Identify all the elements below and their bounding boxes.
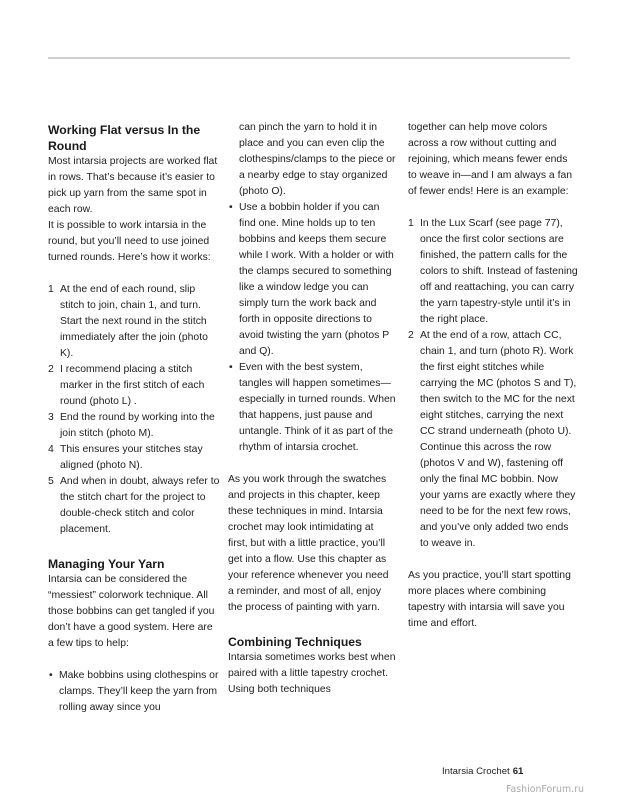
heading-combining-techniques: Combining Techniques	[228, 635, 362, 649]
list-number: 2	[48, 364, 54, 375]
list-item	[48, 282, 220, 362]
list-item	[228, 200, 396, 360]
list-item-text: At the end of each round, slip stitch to join, chain 1, and turn. Start the next round in the stitch immediately after the join (photo K).	[60, 284, 208, 359]
page-footer	[442, 766, 523, 777]
list-number: 4	[48, 444, 54, 455]
list-item	[48, 474, 220, 538]
heading-managing-yarn: Managing Your Yarn	[48, 557, 165, 571]
bullet-dot-icon: •	[229, 362, 233, 373]
list-item-text: In the Lux Scarf (see page 77), once the first color sections are finished, the pattern calls for the colors to shift. Instead of fastening off and reattaching, you can carry the yarn tapestry-style until it’s in the right place.	[420, 218, 578, 325]
list-item	[48, 362, 220, 410]
list-item	[408, 216, 578, 328]
paragraph: Intarsia can be considered the “messiest” colorwork technique. All those bobbins can get tangled if you don’t have a good system. Here are a few tips to help:	[48, 574, 215, 649]
list-item-text: And when in doubt, always refer to the stitch chart for the project to double-check stitch and color placement.	[60, 476, 220, 535]
list-number: 5	[48, 476, 54, 487]
list-item-text: Use a bobbin holder if you can find one. Mine holds up to ten bobbins and keeps them secure while I work. With a holder or with the clamps secured to something like a window ledge you can simply turn the work back and forth in opposite directions to avoid twisting the yarn (photos P and Q).	[239, 202, 394, 357]
list-number: 2	[408, 330, 414, 341]
numbered-list	[408, 216, 578, 552]
top-rule	[48, 57, 570, 59]
watermark: FashionForum.ru	[506, 784, 584, 795]
bullet-continuation: can pinch the yarn to hold it in place and you can even clip the clothespins/clamps to the piece or a nearby edge to stay organized (photo O).	[239, 122, 396, 197]
top-margin	[0, 0, 618, 56]
bullet-list	[48, 668, 220, 716]
heading-working-flat: Working Flat versus In the Round	[48, 123, 201, 153]
column-3	[408, 120, 578, 632]
paragraph: Intarsia sometimes works best when paired with a little tapestry crochet. Using both techniques	[228, 652, 396, 695]
numbered-list	[48, 282, 220, 538]
list-item	[48, 668, 220, 716]
list-item	[48, 442, 220, 474]
paragraph: As you practice, you’ll start spotting more places where combining tapestry with intarsia will save you time and effort.	[408, 570, 571, 629]
list-item-text: Even with the best system, tangles will happen sometimes—especially in turned rounds. When that happens, just pause and untangle. Think of it as part of the rhythm of intarsia crochet.	[239, 362, 396, 453]
list-number: 1	[48, 284, 54, 295]
bullet-dot-icon: •	[49, 670, 53, 681]
list-number: 1	[408, 218, 414, 229]
footer-title: Intarsia Crochet	[442, 766, 510, 777]
list-item-text: At the end of a row, attach CC, chain 1, and turn (photo R). Work the first eight stitches while carrying the MC (photos S and T), then switch to the MC for the next eight stitches, carrying the next CC strand underneath (photo U). Continue this across the row (photos V and W), fastening off only the final MC bobbin. Now your yarns are exactly where they need to be for the next few rows, and you’ve only added two ends to weave in.	[420, 330, 577, 549]
column-1	[48, 120, 220, 716]
paragraph: It is possible to work intarsia in the round, but you’ll need to use joined turned rounds. Here’s how it works:	[48, 220, 211, 263]
paragraph: together can help move colors across a row without cutting and rejoining, which means fewer ends to weave in—and I am always a fan of fewer ends! Here is an example:	[408, 122, 573, 197]
list-item	[228, 360, 396, 456]
column-2	[228, 120, 396, 698]
list-item-text: This ensures your stitches stay aligned (photo N).	[60, 444, 203, 471]
bullet-list	[228, 200, 396, 456]
paragraph: Most intarsia projects are worked flat in rows. That’s because it’s easier to pick up yarn from the same spot in each row.	[48, 156, 218, 215]
page-number: 61	[512, 766, 524, 777]
list-item-text: End the round by working into the join stitch (photo M).	[60, 412, 215, 439]
list-item	[408, 328, 578, 552]
list-item-text: I recommend placing a stitch marker in the first stitch of each round (photo L) .	[60, 364, 205, 407]
paragraph: As you work through the swatches and projects in this chapter, keep these techniques in mind. Intarsia crochet may look intimidating at first, but with a little practice, you’ll get into a flow. Use this chapter as your reference whenever you need a reminder, and most of all, enjoy the process of painting with yarn.	[228, 474, 389, 613]
list-item-text: Make bobbins using clothespins or clamps. They’ll keep the yarn from rolling away since you	[59, 670, 219, 713]
list-item	[48, 410, 220, 442]
bullet-dot-icon: •	[229, 202, 233, 213]
list-number: 3	[48, 412, 54, 423]
